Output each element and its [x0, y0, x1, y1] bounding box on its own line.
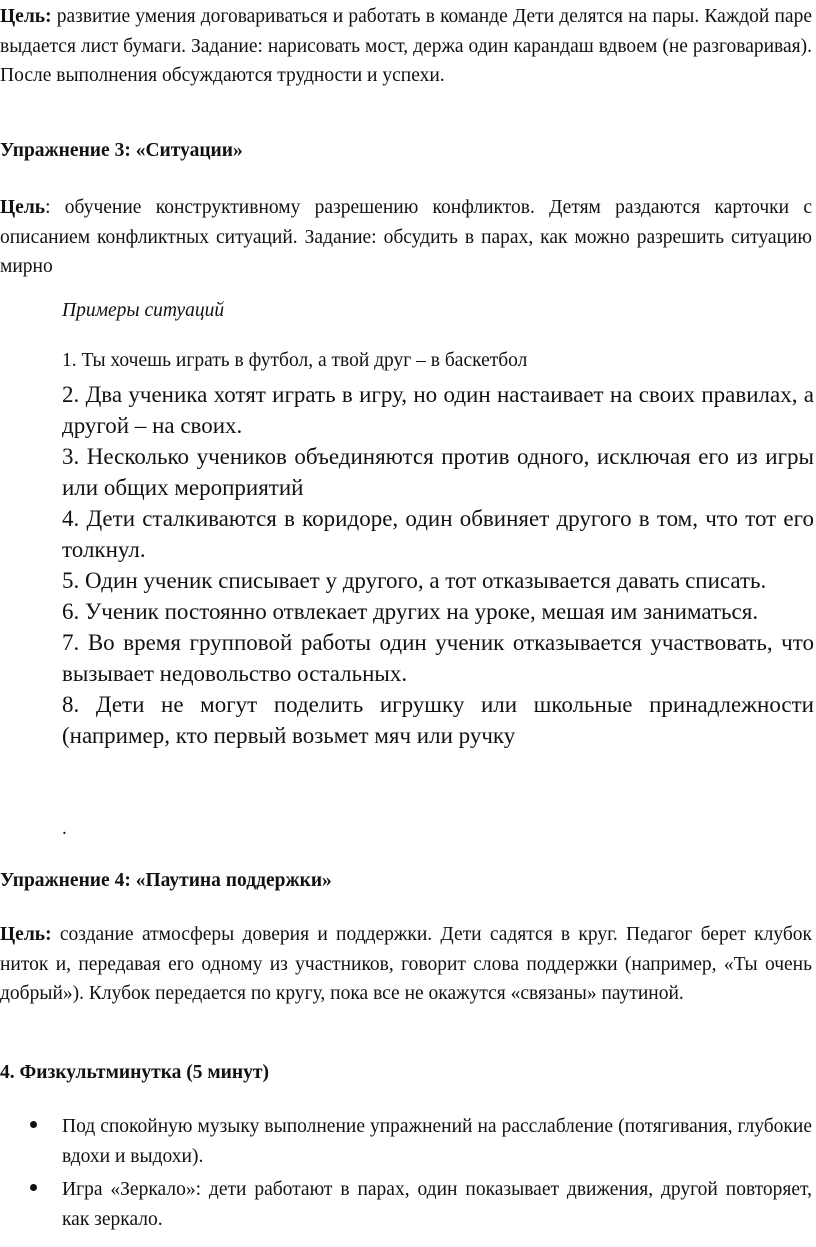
situations-list: [62, 379, 814, 751]
exercise3-goal-paragraph: [0, 193, 812, 282]
section4-heading: 4. Физкультминутка (5 минут): [0, 1062, 269, 1083]
exercise4-goal-paragraph: [0, 920, 812, 1009]
examples-subheading: Примеры ситуаций: [62, 300, 225, 321]
situation-item: 6. Ученик постоянно отвлекает других на уроке, мешая им заниматься.: [62, 599, 759, 624]
situation-item: 3. Несколько учеников объединяются против одного, исключая его из игры или общих мероприятий: [62, 444, 814, 500]
bullet-dot-icon: [30, 1121, 37, 1128]
exercise2-goal-paragraph: [0, 2, 812, 91]
bullet-text: Игра «Зеркало»: дети работают в парах, один показывает движения, другой повторяет, как зеркало.: [62, 1179, 812, 1230]
situation-item: 8. Дети не могут поделить игрушку или школьные принадлежности (например, кто первый возьмет мяч или ручку: [62, 692, 814, 748]
situation-item: 2. Два ученика хотят играть в игру, но один настаивает на своих правилах, а другой – на своих.: [62, 382, 814, 438]
goal-label: Цель: [0, 197, 46, 218]
situation-item-1: 1. Ты хочешь играть в футбол, а твой друг – в баскетбол: [62, 350, 528, 371]
situation-item: 4. Дети сталкиваются в коридоре, один обвиняет другого в том, что тот его толкнул.: [62, 506, 814, 562]
goal-label: Цель:: [0, 924, 52, 945]
bullet-item: [0, 1175, 812, 1234]
trailing-dot: .: [62, 818, 67, 839]
situation-item: 5. Один ученик списывает у другого, а тот отказывается давать списать.: [62, 568, 767, 593]
goal-label: Цель:: [0, 6, 52, 27]
bullet-dot-icon: [30, 1184, 37, 1191]
bullet-item: [0, 1112, 812, 1171]
goal-text: : обучение конструктивному разрешению конфликтов. Детям раздаются карточки с описанием конфликтных ситуаций. Задание: обсудить в парах, как можно разрешить ситуацию мирно: [0, 197, 812, 277]
goal-text: развитие умения договариваться и работать в команде Дети делятся на пары. Каждой паре выдается лист бумаги. Задание: нарисовать мост, держа один карандаш вдвоем (не разговаривая). После выполнения обсуждаются трудности и успехи.: [0, 6, 812, 86]
section4-bullet-list: [0, 1112, 812, 1238]
bullet-text: Под спокойную музыку выполнение упражнений на расслабление (потягивания, глубокие вдохи и выдохи).: [62, 1116, 812, 1167]
exercise3-heading: Упражнение 3: «Ситуации»: [0, 140, 243, 161]
situation-item: 7. Во время групповой работы один ученик отказывается участвовать, что вызывает недовольство остальных.: [62, 630, 814, 686]
goal-text: создание атмосферы доверия и поддержки. Дети садятся в круг. Педагог берет клубок ниток и, передавая его одному из участников, говорит слова поддержки (например, «Ты очень добрый»). Клубок передается по кругу, пока все не окажутся «связаны» паутиной.: [0, 924, 812, 1004]
exercise4-heading: Упражнение 4: «Паутина поддержки»: [0, 870, 332, 891]
